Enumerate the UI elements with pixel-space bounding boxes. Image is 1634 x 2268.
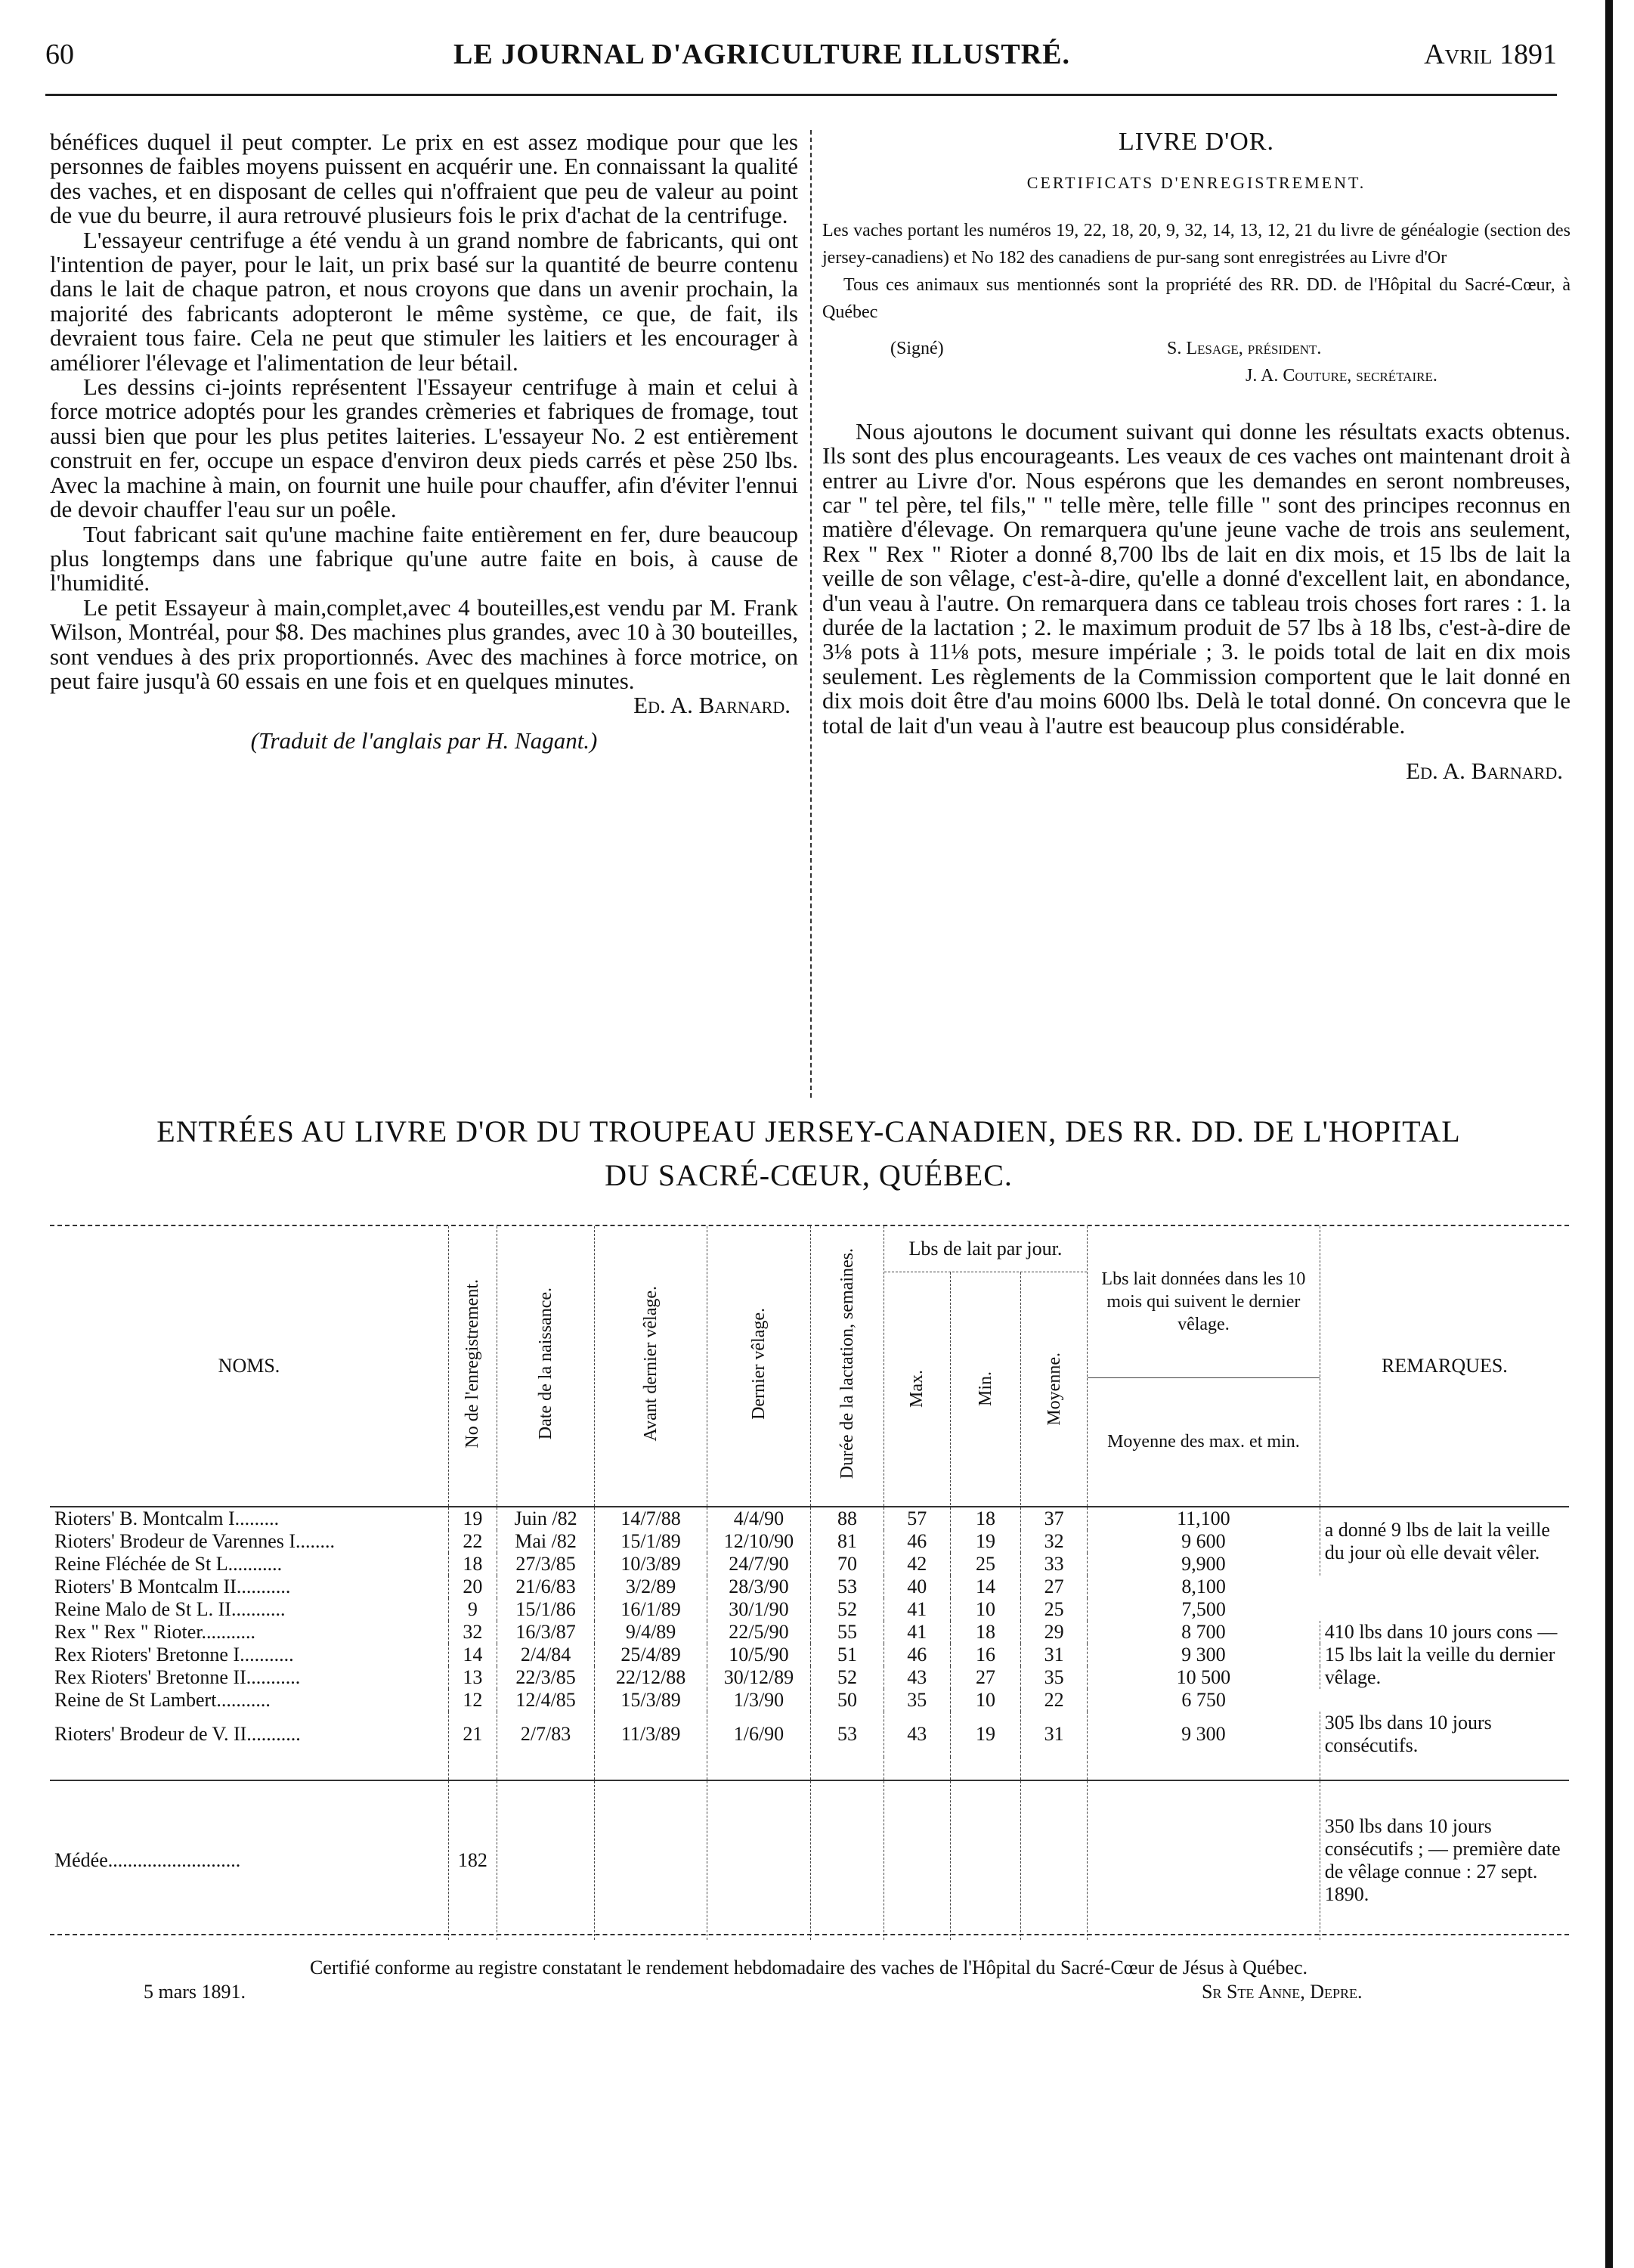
cell-last: 4/4/90 <box>707 1507 810 1530</box>
cell-before: 15/3/89 <box>595 1689 707 1712</box>
header-last-label: Dernier vêlage. <box>748 1307 769 1420</box>
cell-max: 46 <box>884 1530 950 1553</box>
header-lbs-donnees <box>1088 1226 1320 1507</box>
cell-before: 15/1/89 <box>595 1530 707 1553</box>
cell-name: Reine Fléchée de St L........... <box>54 1553 283 1575</box>
cell-birth: 12/4/85 <box>497 1689 595 1712</box>
cell-birth: 16/3/87 <box>497 1621 595 1644</box>
article-signature: Ed. A. Barnard. <box>633 692 791 719</box>
table-row-medee <box>50 1780 1569 1940</box>
signer-secretary: J. A. Couture, secrétaire. <box>1246 365 1437 386</box>
cell-no: 32 <box>449 1621 497 1644</box>
cell-weeks: 70 <box>811 1553 884 1576</box>
footer-date: 5 mars 1891. <box>144 1981 246 2003</box>
cell-last: 30/1/90 <box>707 1598 810 1621</box>
header-lbs-group-label: Lbs de lait par jour. <box>884 1226 1087 1272</box>
cell-avg: 29 <box>1021 1621 1088 1644</box>
header-weeks-label: Durée de la lactation, semaines. <box>837 1247 857 1479</box>
table-row <box>50 1689 1569 1712</box>
cell-min: 10 <box>950 1598 1020 1621</box>
cell-weeks: 53 <box>811 1712 884 1757</box>
right-column <box>822 130 1571 784</box>
cell-max: 35 <box>884 1689 950 1712</box>
empty-cell <box>884 1780 950 1940</box>
spacer-cell <box>50 1757 449 1780</box>
table-row <box>50 1507 1569 1530</box>
cell-avg: 33 <box>1021 1553 1088 1576</box>
header-birth <box>497 1226 595 1507</box>
cell-total: 8 700 <box>1088 1621 1320 1644</box>
spacer-cell <box>1320 1757 1569 1780</box>
cell-weeks: 51 <box>811 1644 884 1666</box>
footer-signature: Sr Ste Anne, Depre. <box>1202 1981 1363 2003</box>
header-noms: NOMS. <box>50 1226 449 1507</box>
column-divider <box>810 130 813 1098</box>
cell-last: 10/5/90 <box>707 1644 810 1666</box>
cell-min: 19 <box>950 1530 1020 1553</box>
cell-weeks: 52 <box>811 1666 884 1689</box>
cell-avg: 35 <box>1021 1666 1088 1689</box>
cell-total: 8,100 <box>1088 1576 1320 1598</box>
signer-president: S. Lesage, président. <box>1167 338 1322 358</box>
cell-weeks: 53 <box>811 1576 884 1598</box>
cell-last: 1/3/90 <box>707 1689 810 1712</box>
cell-birth: 21/6/83 <box>497 1576 595 1598</box>
spacer-cell <box>449 1757 497 1780</box>
cell-weeks: 52 <box>811 1598 884 1621</box>
cell-before: 3/2/89 <box>595 1576 707 1598</box>
header-min-label: Min. <box>975 1371 995 1406</box>
header-before <box>595 1226 707 1507</box>
certificate-paragraph: Tous ces animaux sus mentionnés sont la propriété des RR. DD. de l'Hôpital du Sacré-Cœur, à Québec <box>822 274 1571 322</box>
cell-name: Rex Rioters' Bretonne II........... <box>54 1666 301 1688</box>
cell-avg: 25 <box>1021 1598 1088 1621</box>
cell-remark: a donné 9 lbs de lait la veille du jour où elle devait vêler. <box>1320 1507 1569 1576</box>
article-paragraph: Tout fabricant sait qu'une machine faite entièrement en fer, dure beaucoup plus longtemps dans une fabrique qu'une autre faite en bois, à cause de l'humidité. <box>50 520 798 596</box>
cell-birth: 2/4/84 <box>497 1644 595 1666</box>
cell-min: 10 <box>950 1689 1020 1712</box>
cell-total: 9 600 <box>1088 1530 1320 1553</box>
article-paragraph: Les dessins ci-joints représentent l'Essayeur centrifuge à main et celui à force motrice adoptés pour les grandes crèmeries et fabriques de fromage, tout aussi bien que pour les plus petites laiteries. L'essayeur No. 2 est entièrement construit en fer, occupe un espace d'environ deux pieds carrés et pèse 250 lbs. Avec la machine à main, on fournit une huile pour chauffer, afin d'éviter l'ennui de devoir chauffer l'eau sur un poêle. <box>50 373 798 523</box>
certificate-text <box>822 217 1571 326</box>
empty-cell <box>595 1780 707 1940</box>
cell-min: 18 <box>950 1621 1020 1644</box>
entries-title-line: DU SACRÉ-CŒUR, QUÉBEC. <box>605 1158 1013 1192</box>
table-row <box>50 1712 1569 1757</box>
table-row <box>50 1621 1569 1644</box>
empty-cell <box>497 1780 595 1940</box>
header-lbs-group <box>884 1226 1087 1507</box>
cell-last: 12/10/90 <box>707 1530 810 1553</box>
cell-min: 27 <box>950 1666 1020 1689</box>
right-signature: Ed. A. Barnard. <box>1406 758 1563 785</box>
cell-name: Rioters' Brodeur de Varennes I........ <box>54 1530 336 1552</box>
cell-avg: 22 <box>1021 1689 1088 1712</box>
cell-last: 22/5/90 <box>707 1621 810 1644</box>
cell-name: Reine Malo de St L. II........... <box>54 1598 286 1620</box>
journal-title: LE JOURNAL D'AGRICULTURE ILLUSTRÉ. <box>453 39 1071 70</box>
cell-max: 57 <box>884 1507 950 1530</box>
cell-name: Rex " Rex " Rioter........... <box>54 1621 256 1643</box>
cell-name: Médée........................... <box>54 1849 241 1871</box>
cell-name: Rex Rioters' Bretonne I........... <box>54 1644 294 1665</box>
table-row <box>50 1576 1569 1598</box>
cell-min: 14 <box>950 1576 1020 1598</box>
cell-before: 22/12/88 <box>595 1666 707 1689</box>
header-lbs-subcols <box>884 1272 1087 1505</box>
cell-no: 182 <box>449 1780 497 1940</box>
cell-max: 40 <box>884 1576 950 1598</box>
cell-avg: 27 <box>1021 1576 1088 1598</box>
cell-name: Rioters' Brodeur de V. II........... <box>54 1723 301 1745</box>
cell-remark: 410 lbs dans 10 jours cons — 15 lbs lait la veille du dernier vêlage. <box>1320 1621 1569 1689</box>
cell-name: Rioters' B Montcalm II........... <box>54 1576 291 1597</box>
cell-birth: 22/3/85 <box>497 1666 595 1689</box>
cell-remark: 305 lbs dans 10 jours consécutifs. <box>1320 1712 1569 1757</box>
cell-total: 9,900 <box>1088 1553 1320 1576</box>
cell-no: 14 <box>449 1644 497 1666</box>
cell-birth: 15/1/86 <box>497 1598 595 1621</box>
spacer-cell <box>595 1757 707 1780</box>
article-paragraph: Le petit Essayeur à main,complet,avec 4 bouteilles,est vendu par M. Frank Wilson, Montréal, pour $8. Des machines plus grandes, avec 10 à 30 bouteilles, sont vendues à des prix proportionnés. Avec des machines à force motrice, on peut faire jusqu'à 60 essais en une fois et en quelques minutes. <box>50 593 798 694</box>
translator-credit: (Traduit de l'anglais par H. Nagant.) <box>250 727 598 754</box>
footer-certification: Certifié conforme au registre constatant le rendement hebdomadaire des vaches de l'Hôpital du Sacré-Cœur de Jésus à Québec. <box>309 1957 1308 1978</box>
spacer-cell <box>884 1757 950 1780</box>
cell-name: Reine de St Lambert........... <box>54 1689 271 1711</box>
cell-min: 18 <box>950 1507 1020 1530</box>
herd-table <box>50 1226 1569 1940</box>
issue-date: Avril 1891 <box>1424 39 1557 70</box>
certificate-paragraph: Les vaches portant les numéros 19, 22, 18, 20, 9, 32, 14, 13, 12, 21 du livre de généalogie (section des jersey-canadiens) et No 182 des canadiens de pur-sang sont enregistrées au Livre d'Or <box>822 220 1571 268</box>
cell-no: 13 <box>449 1666 497 1689</box>
article-paragraph: bénéfices duquel il peut compter. Le prix en est assez modique pour que les personnes de faibles moyens puissent en acquérir une. En connaissant la qualité des vaches, et en disposant de celles qui n'offraient que peu de valeur au point de vue du beurre, il aura retrouvé plusieurs fois le prix d'achat de la centrifuge. <box>50 129 798 229</box>
cell-min: 19 <box>950 1712 1020 1757</box>
cell-before: 9/4/89 <box>595 1621 707 1644</box>
cell-max: 42 <box>884 1553 950 1576</box>
cell-avg: 31 <box>1021 1644 1088 1666</box>
cell-weeks: 50 <box>811 1689 884 1712</box>
cell-max: 43 <box>884 1712 950 1757</box>
table-bottom-rule <box>50 1934 1569 1935</box>
cell-last: 1/6/90 <box>707 1712 810 1757</box>
empty-cell <box>707 1780 810 1940</box>
results-paragraph: Nous ajoutons le document suivant qui donne les résultats exacts obtenus. Ils sont des plus encourageants. Les veaux de ces vaches ont maintenant droit à entrer au Livre d'or. Nous espérons que les demandes en seront nombreuses, car " tel père, tel fils," " telle mère, telle fille " sont des principes reconnus en matière d'élevage. On remarquera qu'une jeune vache de trois ans seulement, Rex " Rex " Rioter a donné 8,700 lbs de lait en dix mois, et 15 lbs de lait la veille de son vêlage, c'est-à-dire, qu'elle a donné d'excellent lait, en abondance, d'un veau à l'autre. On remarquera dans ce tableau trois choses fort rares : 1. la durée de la lactation ; 2. le maximum produit de 57 lbs à 18 lbs, c'est-à-dire de 3⅛ pots à 11⅛ pots, mesure impériale ; 3. le poids total de lait en dix mois seulement. Les règlements de la Commission comportent que le lait donné en dix mois doit être d'au moins 6000 lbs. Delà le total donné. On concevra que le total de lait d'un veau à l'autre est beaucoup plus considérable. <box>822 417 1571 739</box>
cell-no: 9 <box>449 1598 497 1621</box>
cell-min: 25 <box>950 1553 1020 1576</box>
header-weeks <box>811 1226 884 1507</box>
cell-max: 43 <box>884 1666 950 1689</box>
cell-before: 14/7/88 <box>595 1507 707 1530</box>
cell-total: 10 500 <box>1088 1666 1320 1689</box>
cell-no: 19 <box>449 1507 497 1530</box>
spacer-cell <box>1021 1757 1088 1780</box>
article-paragraph: L'essayeur centrifuge a été vendu à un grand nombre de fabricants, qui ont l'intention de payer, pour le lait, un prix basé sur la quantité de beurre contenu dans le lait de chaque patron, et nous croyons que dans un avenir prochain, la majorité des fabricants adopteront le même système, ce que, de fait, ils devraient tous faire. Cela ne peut que stimuler les laitiers et les encourager à améliorer l'élevage et l'alimentation de leur bétail. <box>50 226 798 376</box>
header-min <box>950 1272 1020 1505</box>
cell-before: 10/3/89 <box>595 1553 707 1576</box>
cell-weeks: 88 <box>811 1507 884 1530</box>
cell-max: 46 <box>884 1644 950 1666</box>
header-max-label: Max. <box>907 1370 927 1408</box>
cell-no: 20 <box>449 1576 497 1598</box>
cell-max: 41 <box>884 1598 950 1621</box>
header-no <box>449 1226 497 1507</box>
cell-last: 28/3/90 <box>707 1576 810 1598</box>
empty-cell <box>950 1780 1020 1940</box>
empty-cell <box>1021 1780 1088 1940</box>
header-before-label: Avant dernier vêlage. <box>641 1285 661 1442</box>
spacer-cell <box>707 1757 810 1780</box>
cell-birth: Juin /82 <box>497 1507 595 1530</box>
header-lbs-donnees-label: Lbs lait données dans les 10 mois qui suivent le dernier vêlage. <box>1088 1226 1320 1378</box>
entries-title-line: ENTRÉES AU LIVRE D'OR DU TROUPEAU JERSEY-CANADIEN, DES RR. DD. DE L'HOPITAL <box>156 1114 1461 1148</box>
table-spacer-row <box>50 1757 1569 1780</box>
cell-total: 9 300 <box>1088 1644 1320 1666</box>
cell-no: 18 <box>449 1553 497 1576</box>
table-header-row <box>50 1226 1569 1507</box>
empty-cell <box>811 1780 884 1940</box>
header-avg <box>1020 1272 1087 1505</box>
page-number: 60 <box>45 39 74 70</box>
cell-before: 25/4/89 <box>595 1644 707 1666</box>
cell-total: 7,500 <box>1088 1598 1320 1621</box>
cell-birth: 2/7/83 <box>497 1712 595 1757</box>
header-last <box>707 1226 810 1507</box>
header-no-label: No de l'enregistrement. <box>463 1278 483 1448</box>
page-edge-border <box>1605 0 1613 2268</box>
cell-avg: 31 <box>1021 1712 1088 1757</box>
header-birth-label: Date de la naissance. <box>536 1287 556 1440</box>
certificate-signatures <box>822 335 1571 389</box>
cell-name: Rioters' B. Montcalm I......... <box>54 1507 280 1529</box>
running-head <box>45 32 1557 77</box>
header-moyenne-maxmin: Moyenne des max. et min. <box>1107 1432 1300 1452</box>
cell-birth: Mai /82 <box>497 1530 595 1553</box>
cell-min: 16 <box>950 1644 1020 1666</box>
cell-birth: 27/3/85 <box>497 1553 595 1576</box>
cell-no: 21 <box>449 1712 497 1757</box>
cell-last: 30/12/89 <box>707 1666 810 1689</box>
cell-before: 16/1/89 <box>595 1598 707 1621</box>
header-avg-label: Moyenne. <box>1044 1352 1064 1426</box>
header-max <box>884 1272 950 1505</box>
cell-total: 6 750 <box>1088 1689 1320 1712</box>
cell-max: 41 <box>884 1621 950 1644</box>
header-rule <box>45 94 1557 96</box>
cell-no: 22 <box>449 1530 497 1553</box>
cell-avg: 32 <box>1021 1530 1088 1553</box>
cell-last: 24/7/90 <box>707 1553 810 1576</box>
livre-dor-title: LIVRE D'OR. <box>1118 128 1274 156</box>
spacer-cell <box>1088 1757 1320 1780</box>
left-column-article <box>50 130 798 753</box>
table-row <box>50 1598 1569 1621</box>
spacer-cell <box>950 1757 1020 1780</box>
spacer-cell <box>497 1757 595 1780</box>
header-remarques: REMARQUES. <box>1320 1226 1569 1507</box>
entries-title <box>60 1110 1557 1198</box>
cell-avg: 37 <box>1021 1507 1088 1530</box>
cell-total: 9 300 <box>1088 1712 1320 1757</box>
empty-cell <box>1088 1780 1320 1940</box>
spacer-cell <box>811 1757 884 1780</box>
cell-before: 11/3/89 <box>595 1712 707 1757</box>
cell-weeks: 55 <box>811 1621 884 1644</box>
certificates-heading: CERTIFICATS D'ENREGISTREMENT. <box>1026 173 1366 193</box>
cell-weeks: 81 <box>811 1530 884 1553</box>
signed-label: (Signé) <box>890 338 944 358</box>
table-body <box>50 1507 1569 1940</box>
cell-remark: 350 lbs dans 10 jours consécutifs ; — première date de vêlage connue : 27 sept. 1890. <box>1320 1780 1569 1940</box>
cell-total: 11,100 <box>1088 1507 1320 1530</box>
cell-no: 12 <box>449 1689 497 1712</box>
